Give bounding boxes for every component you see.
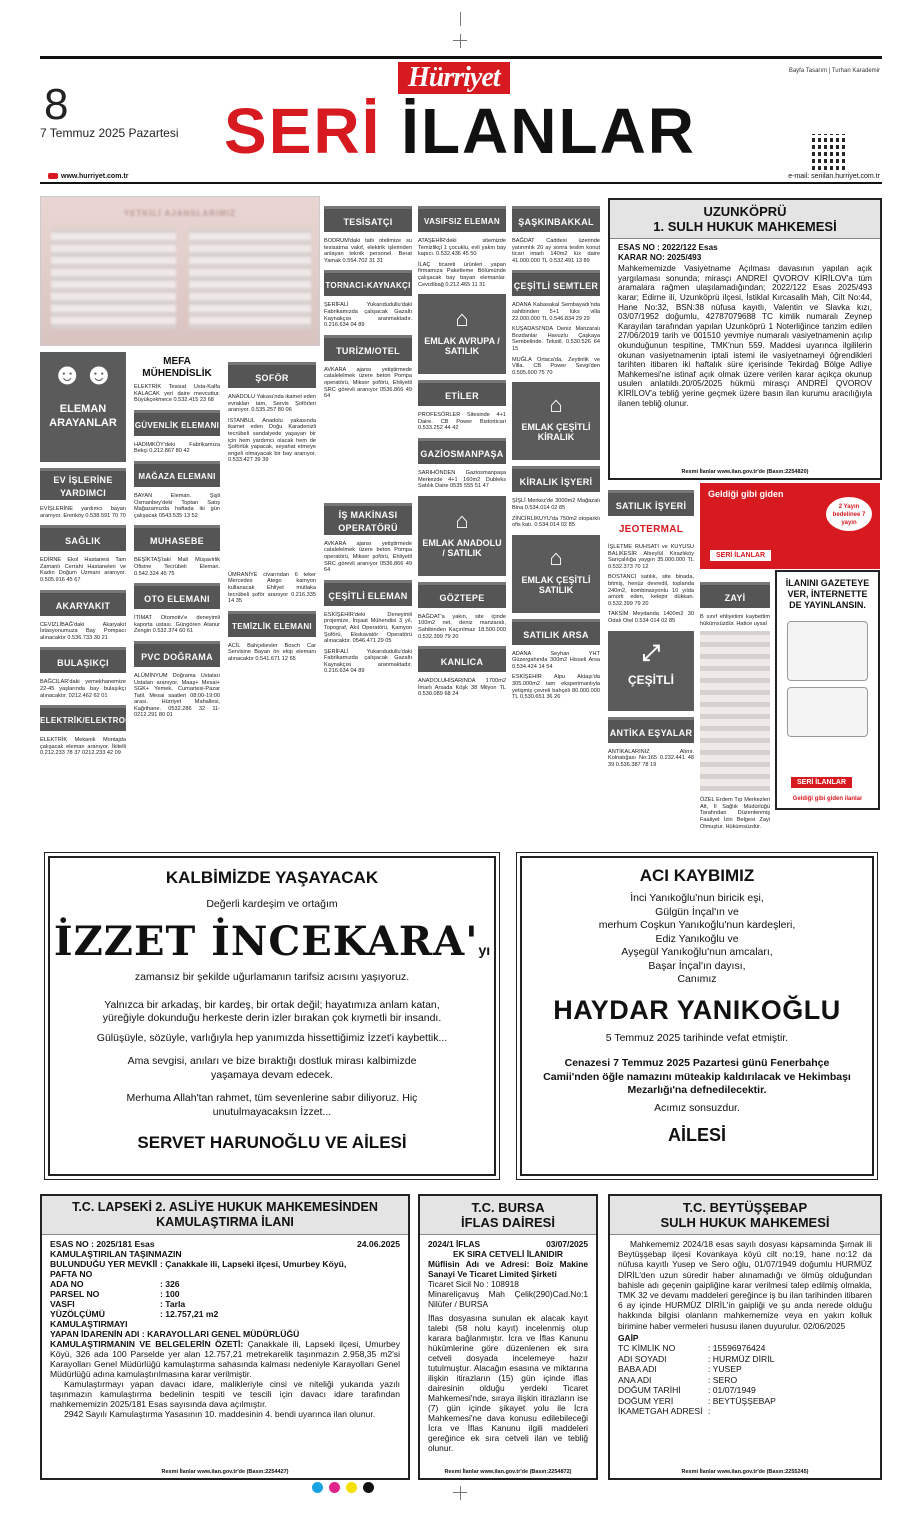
category-etiler: ETİLER <box>418 380 506 406</box>
category-is-makinasi: İŞ MAKİNASI OPERATÖRÜ <box>324 503 412 535</box>
mefa-heading: MEFA MÜHENDİSLİK <box>142 356 212 379</box>
category-pvc: PVC DOĞRAMA <box>134 641 220 667</box>
laptop-screen-icon <box>787 687 868 737</box>
page-title <box>224 94 696 168</box>
agencies-ad <box>40 196 320 346</box>
black-dot <box>363 1482 374 1493</box>
ad-text: ALÜMİNYUM Doğrama Ustaları Ustaları aranıyor. Maaş+ Mesai+ SGK+ Yemek. Cumartesi-Pazar Tatil. Mesai saatleri 08:00-19:00 arası. Hürriyet Mahallesi, Kağıthane. 0532.286 32 11- 0212.291 80 01 <box>134 672 220 719</box>
ad-text: ELEKTRİK Mekanik Montajda çalışacak eleman aranıyor. İkitelli 0.212.233 78 37 0212.233 42 09 <box>40 737 126 757</box>
category-eleman-arayanlar: ☻☻ ELEMAN ARAYANLAR <box>40 352 126 462</box>
court-title: T.C. BURSA İFLAS DAİRESİ <box>420 1196 596 1235</box>
house-icon: ⌂ <box>549 392 563 418</box>
ad-text: B sınıf ehliyetimi kaybettim hükümsüzdür. Hatice uysal <box>700 614 770 627</box>
zayi-list <box>700 631 770 791</box>
header-rule <box>40 182 882 184</box>
page-number: 8 <box>44 80 69 129</box>
column-7 <box>608 484 694 772</box>
category-gaziosmanpasa: GAZİOSMANPAŞA <box>418 438 506 464</box>
category-cesitli-eleman: ÇEŞİTLİ ELEMAN <box>324 580 412 606</box>
obituary-signature: SERVET HARUNOĞLU VE AİLESİ <box>137 1133 407 1152</box>
category-goztepe: GÖZTEPE <box>418 582 506 608</box>
ad-text: MUĞLA Ortaca'da, Zeytinlik ve Villa. CB Power Sevgi'den 0.505.600 75 70 <box>512 356 600 376</box>
promo-title: Geldiği gibi giden <box>708 489 784 499</box>
ad-text: ŞERİFALİ Yukarıdudullu'daki Fabrikamızda çalışacak Gazaltı Kaynakçısı aranmaktadır. 0.216.634 04 89 <box>324 648 412 675</box>
people-icon: ☻☻ <box>51 358 115 391</box>
obituary-header: KALBİMİZDE YAŞAYACAK <box>165 868 379 887</box>
title-seri: SERİ <box>224 95 382 167</box>
category-vasifsiz: VASIFSIZ ELEMAN <box>418 206 506 232</box>
ad-text: İSTANBUL Anadolu yakasında ikamet eden Doğu Karadenizli tecrübeli sandalyede yaşayan bir için hem yardımcı olacak hem de Şoförlük yapacak, seyahat etmeye engeli olmayacak bir bay aranıyor. 0.533.427 39 39 <box>228 417 316 464</box>
title-ilanlar: İLANLAR <box>401 95 696 167</box>
ad-text: ŞİŞLİ Merkez'de 3000m2 Mağazalı Bina 0.534.014 02 85 <box>512 498 600 511</box>
ad-text: ESKİŞEHİR Alpu Aktaşı'da 305.000m2 tam eksperimanlıyla yetişmiş çevreli bahçeli 80.000.000 TL 0.530.651 36 26 <box>512 674 600 701</box>
obituary-header: ACI KAYBIMIZ <box>639 866 755 885</box>
ad-text: HADIMKÖY'deki Fabrikamıza Bekçi 0.212.867 80 42 <box>134 441 220 455</box>
court-title: T.C. BEYTÜŞŞEBAP SULH HUKUK MAHKEMESİ <box>610 1196 880 1235</box>
court-body: Mahkememizde Vasiyetname Açılması davasının yapılan açık yargılaması sonunda; mirasçı ANDREİ QVOROV KİRİLOV'a tüm aramalara rağmen ulaşılamadığından; 2022/122 Esas 2025/493 karar; Edirne ili, Uzunköprü ilçesi, İstiklal Kırcasalih Mah, Cilt No:44, Hane No:32, BSN:38 nüfusa kayıtlı, Valentin ve Slavka kızı, 03/07/1952 doğumlu, 42787079688 TC kimlik numaralı Zeynep Karayılan tarafından yapılan Uzunköprü 1 Noterliğince tanzim edilen 27/06/2019 tarih ve 001510 yevmiye numaralı vasiyetnamenin açılıp okunduğunun tespitine, TMK'nun 559. Maddesi uyarınca ilgililerin okunan vasiyetnamenin iptali istemi ile vasiyetnameyi öğrendikleri tarihten itibaren iki haftalık süre içerisinde Tekirdağ Bölge Adliye Mahkemesi'ne istinaf açık olmak üzere verilen karar açıkça okunup usulen anlatıldı.20/05/2025 hükmü mirasçı ANDREİ QVOROV KİRİLOV'a tebliğ yerine geçmek üzere basın ilan kurumu aracılığıyla ilanen tebliğ olunur. <box>618 264 872 408</box>
promo-online-title: İLANINI GAZETEYE VER, İNTERNETTE DE YAYINLANSIN. <box>785 578 870 610</box>
column-zayi <box>700 576 770 834</box>
notice-date: 24.06.2025 <box>356 1239 400 1249</box>
agencies-list-right <box>189 229 311 329</box>
ad-text: CEVİZLİBAĞ'daki Akaryakıt İstasyonumuza Bay Pompacı alınacaktır 0.536.733 30 21 <box>40 621 126 641</box>
ad-text: PROFESÖRLER Sitesinde 4+1 Daire. CB Power Bistorticari 0.533.252 44 42 <box>418 412 506 432</box>
registration-mark <box>460 1486 461 1500</box>
expand-icon: ⤢ <box>642 639 660 665</box>
ad-text: AVKARA ajansı yetiştirmede catalelelmek üzere beton Pompa operatörü, Mikser şoförü, Ehliyetli SRC görevli aranıyor 0536.866 49 64 <box>324 366 412 400</box>
ad-text: İLAÇ ticareti ürünleri yapan firmamıza Paketleme Bölümünde çalışacak bay bayan elemanlar. Cevizlibağ 0.212.465 11 31 <box>418 261 506 288</box>
ad-text: ADANA Seyhan YHT Güzergahında 300m2 Hisseli Arsa 0.534.424 14 54 <box>512 650 600 670</box>
category-emlak-kiralik: ⌂ EMLAK ÇEŞİTLİ KİRALIK <box>512 382 600 460</box>
ad-text: BAYAN Eleman. Şişli Osmanbey'deki Toptan Satış Mağazamızda haftada iki gün çalışacak 0543.535 13 52 <box>134 492 220 519</box>
promo-badge: 2 Yayın bedelinee 7 yayın <box>826 497 872 531</box>
gaip-fields: TC KİMLİK NO : 15596976424 ADI SOYADI : HURMÜZ DİRİL BABA ADI : YUSEP ANA ADI : SERO DOĞUM TARİHİ : 01/07/1949 DOĞUM YERİ : BEYTÜŞŞEBAP İKAMETGAH ADRESİ : <box>618 1343 776 1417</box>
phone-screen-icon <box>787 621 868 681</box>
court-footer: Resmi İlanlar www.ilan.gov.tr'de (Basın:2255245) <box>681 1469 809 1475</box>
email-address: e-mail: seriilan.hurriyet.com.tr <box>788 173 880 180</box>
promo-online-brand: SERİ İLANLAR <box>791 777 852 788</box>
column-6 <box>512 200 600 705</box>
court-footer: Resmi İlanlar www.ilan.gov.tr'de (Basın:2254872) <box>444 1469 572 1475</box>
house-icon: ⌂ <box>455 306 469 332</box>
category-akaryakit: AKARYAKIT <box>40 590 126 616</box>
house-icon: ⌂ <box>455 507 469 533</box>
obituary-izzet: KALBİMİZDE YAŞAYACAK Değerli kardeşim ve ortağım İZZET İNCEKARA'yı zamansız bir şekilde uğurlamanın tarifsiz acısını yaşıyoruz. Yalnızca bir arkadaş, bir kardeş, bir ortak değil; hayatımıza anlam katan, yüreğiyle dokunduğu herkeste derin izler bırakan çok kıymetli bir insandı. Gülüşüyle, sözüyle, varlığıyla hep yanımızda hissettiğimiz İzzet'i kaybettik... Ama sevgisi, anıları ve bize bıraktığı dostluk mirası kalbimizde yaşamaya devam edecek. Merhuma Allah'tan rahmet, tüm sevenlerine sabır diliyoruz. Hiç unutulmayacaksın İzzet... SERVET HARUNOĞLU VE AİLESİ <box>48 856 496 1176</box>
court-title: T.C. LAPSEKİ 2. ASLİYE HUKUK MAHKEMESİNDEN KAMULAŞTIRMA İLANI <box>42 1196 408 1235</box>
column-3 <box>228 356 316 667</box>
karar-no: KARAR NO: 2025/493 <box>618 252 702 262</box>
top-rule <box>40 56 882 59</box>
ad-text: ŞERİFALİ Yukarıdudullu'daki Fabrikamızda çalışacak Gazaltı Kaynakçısı aranmaktadır. 0.216.634 04 89 <box>324 302 412 329</box>
ad-text: ELEKTRİK Tesisat Usta-Kalfa KALACAK yeri daire mevcuttur. Büyükçekmece 0.532.415 23 68 <box>134 384 220 404</box>
ad-text: BEŞİKTAŞ'taki Mali Müşavirlik Ofisine Tecrübeli Eleman. 0.542.324 45 75 <box>134 557 220 577</box>
category-temizlik: TEMİZLİK ELEMANI <box>228 611 316 637</box>
agencies-ad-title: YETKİLİ AJANSLARIMIZ <box>123 209 237 218</box>
category-zayi: ZAYİ <box>700 582 770 608</box>
qr-code-icon <box>812 134 848 170</box>
cmyk-registration-dots <box>312 1482 374 1493</box>
category-saglik: SAĞLIK <box>40 525 126 551</box>
deceased-name: HAYDAR YANIKOĞLU <box>553 994 841 1025</box>
promo-brand: SERİ İLANLAR <box>710 550 771 561</box>
obituary-signature: AİLESİ <box>667 1125 726 1145</box>
ad-text: BAĞDAT'a yakın, site içinde 100m2 net, deniz manzaralı, Sahibinden Kaçırılmaz 18.500.000 0.532.399 79 20 <box>418 613 506 640</box>
hurriyet-logo: Hürriyet <box>398 62 510 94</box>
ad-text: ANADOLU Yakası'nda ikamet eden evrakları tam, Servis Şoförleri aranıyor. 0.535.257 80 06 <box>228 394 316 414</box>
category-oto-elemani: OTO ELEMANI <box>134 583 220 609</box>
court-footer: Resmi İlanlar www.ilan.gov.tr'de (Basın:2254427) <box>161 1469 289 1475</box>
ad-text: BOSTANCI satılık, site binada, bitmiş, henüz devredil, toplanda 240m2, kombinasyonlu 10 yılda amorti eden, kelepir dükkan. 0.532.399 79 20 <box>608 574 694 607</box>
yellow-dot <box>346 1482 357 1493</box>
ad-text: ÖZEL Erdem Tıp Merkezleri Alt, İl Sağlık Müdürlüğü Tarafından Düzenlenmiş Faaliyet İzin Belgesi Zayi Olmuştur. Hükümsüzdür. <box>700 797 770 830</box>
ad-text: EVİŞLERİNE yardımcı bayan aranıyor. Erenköy 0.538.591 70 70 <box>40 506 126 519</box>
category-sofor: ŞOFÖR <box>228 362 316 388</box>
ad-text: İŞLETME RUHSATI ve KUYUSU BALIKESİR Altıeylül Kirazlıköy Sarıçalılığa yaygın 35.000.000 TL 0.532.373 70 12 <box>608 544 694 570</box>
category-kanlica: KANLICA <box>418 646 506 672</box>
esas-no: ESAS NO : 2022/122 Esas <box>618 243 718 252</box>
court-notice-uzunkopru <box>608 198 882 480</box>
house-icon: ⌂ <box>549 544 563 570</box>
category-bulasikci: BULAŞIKÇI <box>40 647 126 673</box>
ad-text: ACİL Bahçelievler Bosch Car Servisine Bayan ön ekip elemanı alınacaktır 0.541.671 12 65 <box>228 642 316 662</box>
ad-text: AVKARA ajansı yetiştirmede catalelelmek üzere beton Pompa operatörü, Mikser şoförü, Ehliyetli SRC görevli aranıyor 0536.866 49 64 <box>324 540 412 574</box>
category-emlak-avrupa: ⌂ EMLAK AVRUPA / SATILIK <box>418 294 506 374</box>
promo-red <box>700 483 880 569</box>
ad-text: ÜMRANİYE civarından 6 teker Mercedes Atego kamyon kullanacak Ehliyet mutlaka tecrübeli şoför aranıyor 0.216.335 14 35 <box>228 571 316 605</box>
category-kiralik-isyeri: KİRALIK İŞYERİ <box>512 466 600 492</box>
category-tesisatci: TESİSATÇI <box>324 206 412 232</box>
column-5 <box>418 200 506 702</box>
ad-text: BAĞDAT Caddesi üzerinde yatırımlık 20 ay sonra teslim konut ticari imarlı 140m2 lüx daire 41.000.000 TL 0.532.491 13 89 <box>512 238 600 264</box>
ad-text: ADANA Kabasakal Sembayadı'nda sahibinden 5+1 lüks villa 22.000.000 TL 0.546.834 29 29 <box>512 302 600 322</box>
court-notice-lapseki: T.C. LAPSEKİ 2. ASLİYE HUKUK MAHKEMESİNDEN KAMULAŞTIRMA İLANI ESAS NO : 2025/181 Esas 24.06.2025 KAMULAŞTIRILAN TAŞINMAZIN BULUNDUĞU YER MEVKİİ : Çanakkale ili, Lapseki ilçesi, Umurbey Köyü, PAFTA NO ADA NO : 326 PARSEL NO : 100 VASFI : Tarla YÜZÖLÇÜMÜ : 12.757,21 m2 KAMULAŞTIRMAYI YAPAN İDARENİN ADI : KARAYOLLARI GENEL MÜDÜRLÜĞÜ KAMULAŞTIRMANIN VE BELGELERİN ÖZETİ: Çanakkale ili, Lapseki ilçesi, Umurbey Köyü, 326 ada 100 Parselde yer alan 12.757,21 metrekarelik taşınmazın 2.958,35 m2'si Karayolları Genel Müdürlüğü kamulaştırma sahasında kalması nedeniyle Karayolları Genel Müdürlüğü adına kamulaştırılmasına karar verilmiştir. Kamulaştırmayı yapan davacı idare, malikleriyle cinsi ve niteliği yukarıda yazılı taşınmazın kamulaştırma bedelinin tespiti ve tescili için davacı idare tarafından mahkememizin 2025/181 Esas sayısında dava açılmıştır. 2942 Sayılı Kamulaştırma Yasasının 10. maddesinin 4. bendi uyarınca ilan olunur. Resmi İlanlar www.ilan.gov.tr'de (Basın:2254427) <box>40 1194 410 1480</box>
ad-text: TAKSİM Meydanda 1400m2 30 Odalı Otel 0.534 014 02 85 <box>608 611 694 624</box>
ad-text: BAĞCILAR'daki yemekhanemize 22-45 yaşlarında bay bulaşıkçı alınacaktır. 0212.462 62 01 <box>40 679 126 699</box>
parcel-fields: BULUNDUĞU YER MEVKİİ : Çanakkale ili, Lapseki ilçesi, Umurbey Köyü, PAFTA NO ADA NO : 326 PARSEL NO : 100 VASFI : Tarla YÜZÖLÇÜMÜ : 12.757,21 m2 KAMULAŞTIRMAYI <box>50 1259 347 1329</box>
ad-text: ZİNCİRLİKUYU'da 750m2 otoparklı ofis katı. 0.534.014 02 85 <box>512 515 600 529</box>
ad-text: EDİRNE Ekol Hastanesi Tam Zamanlı Cerrahi Hastaneleri ve Kadın Doğum Uzmanı aranıyor. 0.505.916 45 67 <box>40 557 126 583</box>
issue-date: 7 Temmuz 2025 Pazartesi <box>40 126 179 140</box>
agencies-list-left <box>51 229 176 329</box>
category-turizm: TURİZM/OTEL <box>324 335 412 361</box>
magenta-dot <box>329 1482 340 1493</box>
esas-no: ESAS NO : 2025/181 Esas <box>50 1239 155 1249</box>
ad-text: ATAŞEHİR'deki sitemizde Temizlikçi 1 çocuklu, evli yakın bay kapıcı. 0.532.436 45 50 <box>418 238 506 258</box>
category-antika: ANTİKA EŞYALAR <box>608 717 694 743</box>
category-guvenlik: GÜVENLİK ELEMANI <box>134 410 220 436</box>
category-ev-islerine: EV İŞLERİNE YARDIMCI <box>40 468 126 500</box>
promo-online <box>775 570 880 810</box>
court-title: UZUNKÖPRÜ 1. SULH HUKUK MAHKEMESİ <box>610 200 880 239</box>
category-tornaci: TORNACI-KAYNAKÇI <box>324 270 412 296</box>
column-4 <box>324 200 412 679</box>
ad-text: BODRUM'daki tatlı otelimize su tesisatına vakıf, elektrik işlerinden anlayan teknik personel. Berat Yamak 0.554.702 31 31 <box>324 238 412 264</box>
category-emlak-anadolu: ⌂ EMLAK ANADOLU / SATILIK <box>418 496 506 576</box>
court-footer: Resmi İlanlar www.ilan.gov.tr'de (Basın:2254820) <box>681 469 809 475</box>
registration-mark <box>460 12 461 26</box>
court-notice-bursa: T.C. BURSA İFLAS DAİRESİ 2024/1 İFLAS 03/07/2025 EK SIRA CETVELİ İLANIDIR Müflisin Adı ve Adresi: Boiz Makine Sanayi Ve Ticaret Limited Şirketi Ticaret Sicil No : 108918 Minareliçavuş Mah Çelik(290)Cad.No:1 Nilüfer / BURSA İflas dosyasına sunulan ek alacak kayıt talebi (58 nolu kayıt) incelenmiş olup karara bağlanmıştır. İcra ve İflas Kanunu hükümlerine göre düzenlenen ek sıra cetveli dosyada incelemeye hazır tutulmuştur. Alacağın esasına ve miktarına ilişkin itirazların (15) gün içinde iflas dairesinin olduğu yerdeki Ticaret Mahkemesi'nde, sıraya ilişkin itirazların ise (7) gün içinde şikayet yolu ile İcra Mahkemesi'ne dava konusu edilebileceği İcra ve İflas Kanunu ilgili maddeleri gereğince ek sıra cetveli ilan ve tebliğ olunur. Resmi İlanlar www.ilan.gov.tr'de (Basın:2254872) <box>418 1194 598 1480</box>
website-link[interactable]: www.hurriyet.com.tr <box>48 173 128 180</box>
category-emlak-satilik: ⌂ EMLAK ÇEŞİTLİ SATILIK <box>512 535 600 613</box>
category-cesitli-semtler: ÇEŞİTLİ SEMTLER <box>512 270 600 296</box>
column-2 <box>134 356 220 723</box>
column-1 <box>40 352 140 761</box>
category-satilik-arsa: SATILIK ARSA <box>512 619 600 645</box>
category-muhasebe: MUHASEBE <box>134 525 220 551</box>
ad-text: İTİMAT Otomotiv'e deneyimli kaporta ustası. Güngören Atanur Zengin 0.532.374 60 61 <box>134 615 220 635</box>
category-cesitli: ⤢ ÇEŞİTLİ <box>608 631 694 711</box>
category-elektrik: ELEKTRİK/ELEKTRONİK <box>40 705 126 731</box>
cyan-dot <box>312 1482 323 1493</box>
category-magaza: MAĞAZA ELEMANI <box>134 461 220 487</box>
promo-online-slogan: Geldiği gibi giden ilanlar <box>792 796 863 802</box>
category-saskinbakkal: ŞAŞKINBAKKAL <box>512 206 600 232</box>
court-notice-beytussebap: T.C. BEYTÜŞŞEBAP SULH HUKUK MAHKEMESİ Mahkememiz 2024/18 esas sayılı dosyası kapsamında Şırnak ili Beytüşşebap ilçesi Kovankaya köyü cilt no:19, hane no:12 da nüfusa kayıtlı Yusep ve Sero oğlu, 01/07/1949 doğumlu HURMÜZ DİRİL'den uzun süredir haber alınamadığı ve ölmüş olduğundan bahisle adı geçenin gaipliğine karar verilmesi talep edilmiş olmakla, TMK 32 ve devamı maddeleri gereğince iş bu ilan tarihinden itibaren 6 ay içinde HURMÜZ DİRİL'in gaipliği ve şu anda nerede olduğu hakkında bilgisi olanların mahkememize veya en yakın kolluk birimine haber vermeleri hususu ilanen duyurulur. 02/06/2025 GAİP TC KİMLİK NO : 15596976424 ADI SOYADI : HURMÜZ DİRİL BABA ADI : YUSEP ANA ADI : SERO DOĞUM TARİHİ : 01/07/1949 DOĞUM YERİ : BEYTÜŞŞEBAP İKAMETGAH ADRESİ : Resmi İlanlar www.ilan.gov.tr'de (Basın:2255245) <box>608 1194 882 1480</box>
jeotermal-heading: JEOTERMAL <box>608 522 694 538</box>
deceased-name: İZZET İNCEKARA'yı <box>53 918 491 965</box>
ad-text: ANTİKALARINIZ Alınır. Kolnatığası No:165 0.232.441 48 39 0.536.387 78 19 <box>608 748 694 768</box>
credit-line: Bayfa Tasarım | Turhan Karademir <box>788 68 880 74</box>
ad-text: KUŞADASI'NDA Deniz Manzaralı Bozdanlar Havuzlu Çaşkaya Sembelinde. Tekstil. 0.530.526 64 15 <box>512 326 600 352</box>
category-satilik-isyeri: SATILIK İŞYERİ <box>608 490 694 516</box>
ad-text: ANADOLUHİSARINDA 1700m2 İmarlı Arsada Köşk 38 Milyon TL 0.530.089 68 24 <box>418 678 506 698</box>
ad-text: ESKİŞEHİR'deki Deneyimli projemize, İnşaat Mühendisi 3 yıl, Topograf, Akıl Operatörü, Kamyon Şoförü, Ekskavatör Operatörü alınacaktır. 0546.471 29 05 <box>324 611 412 645</box>
obituary-haydar: ACI KAYBIMIZ İnci Yanıkoğlu'nun biricik eşi, Gülgün İnçal'ın ve merhum Coşkun Yanıkoğlu'nun kardeşleri, Ediz Yanıkoğlu ve Ayşegül Yanıkoğlu'nun amcaları, Başar İnçal'ın dayısı, Canımız HAYDAR YANIKOĞLU 5 Temmuz 2025 tarihinde vefat etmiştir. Cenazesi 7 Temmuz 2025 Pazartesi günü Fenerbahçe Camii'nden öğle namazını müteakip kaldırılacak ve Hekimbaşı Mezarlığı'na defnedilecektir. Acımız sonsuzdur. AİLESİ <box>520 856 874 1176</box>
ad-text: SARIHÖNDEN Gaziosmanpaşa Merkezde 4+1 160m2 Dubleks Satılık Daire 0535 555 51 47 <box>418 469 506 490</box>
registration-mark <box>460 34 461 48</box>
